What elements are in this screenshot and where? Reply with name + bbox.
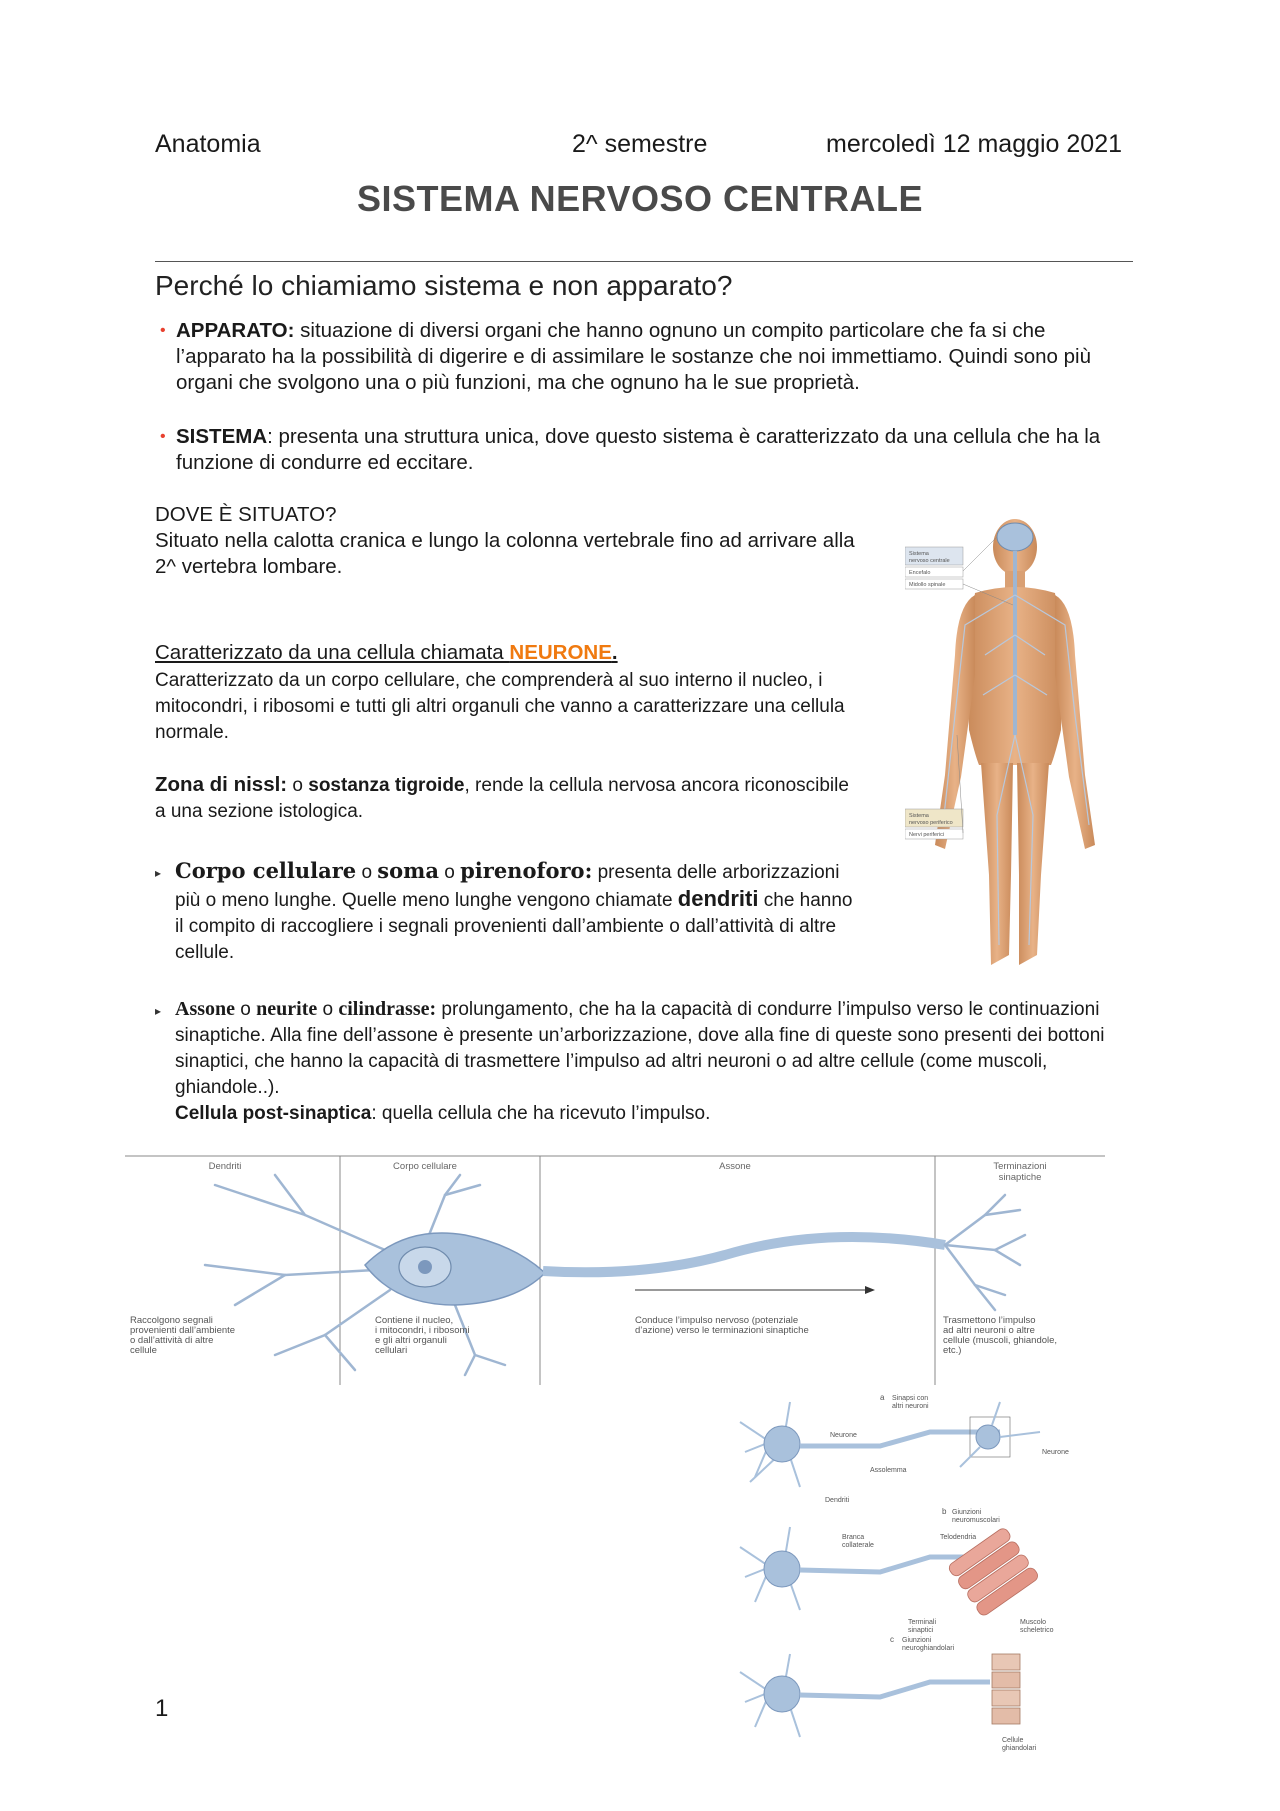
soma-text1: presenta delle arborizzazioni più o meno lunghe. Quelle meno lunghe vengono chiamate	[175, 862, 840, 911]
caption-assone	[635, 1315, 809, 1336]
cap4-0: Trasmettono l’impulso	[943, 1315, 1036, 1326]
cap3-0: Conduce l’impulso nervoso (potenziale	[635, 1315, 799, 1326]
sistema-text: : presenta una struttura unica, dove questo sistema è caratterizzato da una cellula che ha la funzione di condurre ed eccitare.	[176, 425, 1101, 474]
term-apparato: APPARATO:	[176, 319, 295, 342]
label-c-1: neuroghiandolari	[902, 1645, 955, 1652]
cap4-3: etc.)	[943, 1345, 962, 1356]
axon-or2: o	[317, 999, 339, 1020]
label-dendriti: Dendriti	[825, 1497, 850, 1504]
label-muscolo-0: Muscolo	[1020, 1619, 1047, 1626]
label-a-0: Sinapsi con	[892, 1395, 929, 1402]
cap1-3: cellule	[130, 1345, 157, 1356]
cap4-1: ad altri neuroni o altre	[943, 1325, 1035, 1336]
cap3-1: d’azione) verso le terminazioni sinaptiche	[635, 1325, 809, 1336]
axon-term2: neurite	[256, 998, 318, 1020]
bullet-dot-icon: •	[160, 428, 166, 445]
col-terminazioni-b: sinaptiche	[998, 1172, 1042, 1183]
label-b: b	[942, 1507, 947, 1516]
neuron-lead-period: .	[611, 641, 618, 664]
triangle-bullet-icon: ▸	[155, 1004, 162, 1018]
section-question: Perché lo chiamiamo sistema e non apparato?	[155, 270, 733, 301]
label-branca-0: Branca	[842, 1534, 865, 1541]
post-synaptic-term: Cellula post-sinaptica	[175, 1103, 372, 1124]
synapse-types-figure	[730, 1392, 1090, 1762]
page-number: 1	[155, 1695, 169, 1722]
term-sistema: SISTEMA	[176, 425, 268, 448]
midollo-label: Midollo spinale	[909, 582, 946, 588]
soma-or2: o	[438, 862, 461, 883]
soma-term3: pirenoforo:	[460, 858, 593, 883]
nissl-paragraph	[155, 772, 855, 825]
date-label: mercoledì 12 maggio 2021	[826, 130, 1123, 158]
neuron-description: Caratterizzato da un corpo cellulare, che comprenderà al suo interno il nucleo, i mitocondri, i ribosomi e tutti gli altri organuli che vanno a caratterizzare una cellula normale.	[155, 670, 845, 743]
label-b-0: Giunzioni	[952, 1509, 982, 1516]
cap1-2: o dall’attività di altre	[130, 1335, 214, 1346]
pns-label-b: nervoso periferico	[909, 820, 953, 826]
location-text: Situato nella calotta cranica e lungo la colonna vertebrale fino ad arrivare alla 2^ vertebra lombare.	[155, 529, 855, 578]
nissl-term: Zona di nissl:	[155, 773, 288, 796]
col-terminazioni-a: Terminazioni	[993, 1161, 1047, 1172]
axon-term3: cilindrasse:	[338, 998, 437, 1020]
post-synaptic-text: : quella cellula che ha ricevuto l’impulso.	[371, 1103, 711, 1124]
soma-term2: soma	[377, 858, 439, 883]
label-cellule-1: ghiandolari	[1002, 1745, 1037, 1752]
col-corpo: Corpo cellulare	[393, 1161, 457, 1172]
cap2-1: i mitocondri, i ribosomi	[375, 1325, 470, 1336]
nissl-or: o	[287, 775, 309, 796]
label-c-0: Giunzioni	[902, 1637, 932, 1644]
axon-text1: prolungamento, che ha la capacità di condurre l’impulso verso le continuazioni sinaptiche. Alla fine dell’assone è presente un’arborizzazione, dove alla fine di queste sono presenti dei bottoni sinaptici, che hanno la capacità di trasmettere l’impulso ad altri neuroni o ad altre cellule (come muscoli, ghiandole..).	[175, 999, 1105, 1098]
nissl-term2: sostanza tigroide	[308, 775, 465, 796]
soma-term1: Corpo cellulare	[175, 858, 357, 883]
synapse-row-a	[740, 1393, 1069, 1504]
label-neurone-1: Neurone	[830, 1432, 857, 1439]
soma-or1: o	[356, 862, 378, 883]
apparato-text: situazione di diversi organi che hanno ognuno un compito particolare che fa si che l’apparato ha la possibilità di digerire e di assimilare le sostanze che noi immettiamo. Quindi sono più organi che svolgono una o più funzioni, ma che ognuno ha le sue proprietà.	[176, 319, 1092, 394]
caption-dendriti	[130, 1315, 235, 1356]
label-b-1: neuromuscolari	[952, 1517, 1000, 1524]
neuron-structure-figure	[125, 1155, 1105, 1385]
synapse-row-b	[740, 1507, 1054, 1634]
col-dendriti: Dendriti	[208, 1161, 242, 1172]
cap1-0: Raccolgono segnali	[130, 1315, 213, 1326]
label-terminali-1: sinaptici	[908, 1627, 934, 1634]
label-neurone-2: Neurone	[1042, 1449, 1069, 1456]
location-heading: DOVE È SITUATO?	[155, 503, 337, 526]
nervous-system-body-figure	[905, 515, 1105, 985]
label-branca-1: collaterale	[842, 1542, 874, 1549]
label-terminali-0: Terminali	[908, 1619, 937, 1626]
label-a-1: altri neuroni	[892, 1403, 929, 1410]
col-assone: Assone	[719, 1161, 751, 1172]
title-divider	[155, 261, 1133, 262]
cap2-2: e gli altri organuli	[375, 1335, 447, 1346]
pns-label-a: Sistema	[909, 813, 929, 819]
neuron-lead	[155, 640, 618, 666]
axon-term1: Assone	[175, 998, 236, 1020]
axon-or1: o	[235, 999, 257, 1020]
semester-label: 2^ semestre	[572, 130, 708, 158]
subject-label: Anatomia	[155, 130, 261, 158]
nervi-label: Nervi periferici	[909, 832, 945, 838]
nissl-text: , rende la cellula nervosa ancora riconoscibile a una sezione istologica.	[155, 775, 849, 822]
gland-cells	[992, 1654, 1020, 1724]
bullet-sistema	[160, 424, 1125, 480]
synapse-row-c	[740, 1635, 1037, 1752]
label-telodendria: Telodendria	[940, 1534, 977, 1541]
encefalo-label: Encefalo	[909, 570, 931, 576]
bullet-apparato	[160, 318, 1125, 428]
triangle-bullet-icon: ▸	[155, 866, 162, 880]
neuron-lead-text: Caratterizzato da una cellula chiamata	[155, 641, 510, 664]
cap1-1: provenienti dall’ambiente	[130, 1325, 236, 1336]
neurone-keyword: NEURONE	[509, 641, 612, 664]
cns-label-b: nervoso centrale	[909, 558, 950, 564]
label-a: a	[880, 1393, 885, 1402]
soma-item	[155, 858, 855, 966]
cap2-3: cellulari	[375, 1345, 408, 1356]
cap4-2: cellule (muscoli, ghiandole,	[943, 1335, 1058, 1346]
label-assolemma: Assolemma	[870, 1467, 907, 1474]
label-cellule-0: Cellule	[1002, 1737, 1024, 1744]
caption-terminazioni	[943, 1315, 1057, 1356]
dendriti-term: dendriti	[677, 886, 759, 911]
caption-corpo	[375, 1315, 470, 1356]
label-muscolo-1: scheletrico	[1020, 1627, 1054, 1634]
cns-label-a: Sistema	[909, 551, 929, 557]
bullet-dot-icon: •	[160, 322, 166, 339]
soma-text2: che hanno il compito di raccogliere i segnali provenienti dall’ambiente o dall’attività di altre cellule.	[175, 890, 853, 963]
axon-item	[155, 996, 1115, 1127]
label-c: c	[890, 1635, 894, 1644]
cap2-0: Contiene il nucleo,	[375, 1315, 454, 1326]
page-title: SISTEMA NERVOSO CENTRALE	[356, 178, 924, 219]
